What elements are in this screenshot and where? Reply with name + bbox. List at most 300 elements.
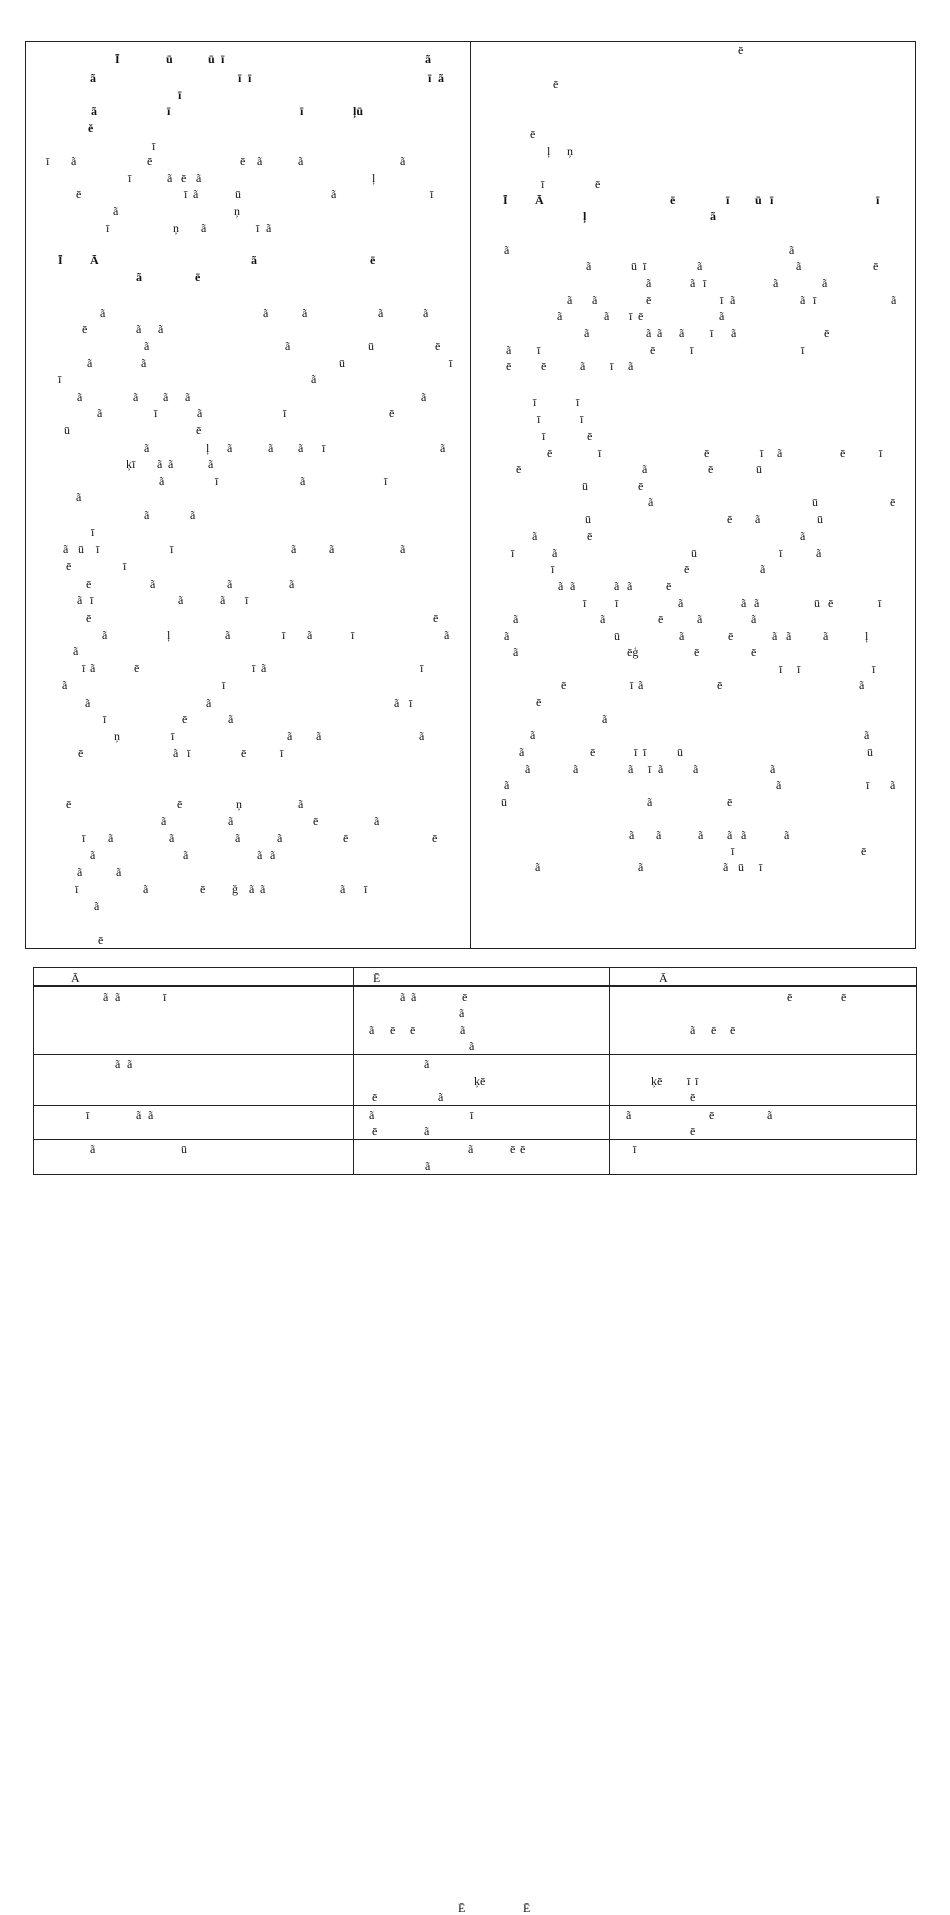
text-glyph: ã [77,865,83,879]
text-glyph: ã [71,154,77,168]
text-glyph: ã [592,293,598,307]
text-glyph: ī [178,88,182,102]
text-glyph: ã [776,778,782,792]
text-glyph: ã [298,441,304,455]
table-column-divider [353,967,354,1175]
text-glyph: ã [277,831,283,845]
text-glyph: ã [400,154,406,168]
text-glyph: ū [78,542,84,556]
text-glyph: ņ [236,797,242,811]
text-glyph: ã [772,629,778,643]
text-glyph: ū [817,512,823,526]
text-glyph: ī [690,343,694,357]
text-glyph: ē [595,177,601,191]
text-glyph: ã [723,860,729,874]
text-glyph: ã [167,171,173,185]
text-glyph: ã [693,762,699,776]
text-glyph: ē [389,406,395,420]
text-glyph: ã [777,446,783,460]
text-glyph: ū [339,356,345,370]
text-glyph: ã [185,390,191,404]
table-cell-glyph: ã [136,1108,142,1122]
text-glyph: ã [285,339,291,353]
text-glyph: ū [738,860,744,874]
text-glyph: ē [828,596,834,610]
table-cell-glyph: ã [400,990,406,1004]
caption-glyph: Ē [458,1901,466,1915]
text-glyph: ē [134,661,140,675]
text-glyph: ã [444,628,450,642]
text-glyph: ã [169,831,175,845]
text-glyph: ã [193,187,199,201]
text-glyph: ã [94,899,100,913]
table-cell-glyph: ã [127,1057,133,1071]
text-glyph: ã [741,596,747,610]
text-glyph: ã [800,529,806,543]
text-glyph: ē [200,882,206,896]
text-glyph: ļ [372,171,376,185]
text-glyph: ã [298,154,304,168]
text-glyph: ē [587,429,593,443]
text-glyph: ī [245,593,249,607]
text-glyph: ã [331,187,337,201]
text-glyph: Ī [503,193,508,207]
text-glyph: ē [536,695,542,709]
text-glyph: ã [143,882,149,896]
text-glyph: ã [77,390,83,404]
text-glyph: ã [646,276,652,290]
text-glyph: ī [813,293,817,307]
text-glyph: ī [248,71,252,85]
text-glyph: ã [302,306,308,320]
text-glyph: ã [558,579,564,593]
table-cell-glyph: ã [459,1006,465,1020]
table-cell-glyph: ī [633,1142,637,1156]
text-glyph: ã [77,593,83,607]
text-glyph: ã [698,828,704,842]
table-cell-glyph: ķē [474,1074,486,1088]
text-glyph: ã [144,441,150,455]
text-glyph: ã [228,712,234,726]
text-glyph: ã [800,293,806,307]
text-glyph: ū [677,745,683,759]
text-glyph: ņ [567,144,573,158]
text-glyph: ã [316,729,322,743]
text-glyph: ī [420,661,424,675]
text-glyph: ī [170,542,174,556]
text-glyph: ã [97,406,103,420]
table-cell-glyph: ē [709,1108,715,1122]
text-glyph: ã [506,343,512,357]
text-glyph: ē [670,193,676,207]
text-glyph: ã [87,356,93,370]
text-glyph: ņ [114,729,120,743]
text-glyph: ē [177,797,183,811]
text-glyph: ã [220,593,226,607]
table-cell-glyph: ē [787,990,793,1004]
text-glyph: ã [567,293,573,307]
text-glyph: ã [648,495,654,509]
text-glyph: ě [88,121,94,135]
text-glyph: ī [384,474,388,488]
text-glyph: ã [656,828,662,842]
text-glyph: ē [861,844,867,858]
text-glyph: ī [598,446,602,460]
text-glyph: ã [730,293,736,307]
text-glyph: ã [697,259,703,273]
text-glyph: Ī [58,253,63,267]
text-glyph: ī [152,139,156,153]
text-glyph: ī [720,293,724,307]
text-glyph: ã [90,661,96,675]
text-glyph: ū [585,512,591,526]
text-glyph: ã [425,52,431,66]
text-glyph: ū [235,187,241,201]
text-glyph: ã [90,71,96,85]
text-glyph: ã [150,577,156,591]
text-glyph: ã [754,596,760,610]
text-glyph: ã [697,612,703,626]
table-header-glyph: Ā [71,971,80,985]
text-glyph: ã [519,745,525,759]
text-glyph: ã [227,441,233,455]
text-glyph: ē [516,462,522,476]
text-glyph: ã [136,270,142,284]
text-glyph: ī [583,596,587,610]
table-cell-glyph: ã [767,1108,773,1122]
text-glyph: ã [300,474,306,488]
text-glyph: ã [891,293,897,307]
text-glyph: ã [311,372,317,386]
table-cell-glyph: ī [470,1108,474,1122]
text-glyph: ū [368,339,374,353]
table-header-glyph: Ē [373,971,381,985]
text-glyph: ī [648,762,652,776]
text-glyph: ã [235,831,241,845]
text-glyph: ã [260,882,266,896]
text-glyph: ū [208,52,215,66]
text-glyph: ū [166,52,173,66]
text-glyph: ã [690,276,696,290]
text-glyph: ã [63,542,69,556]
text-glyph: ã [374,814,380,828]
text-glyph: ī [630,678,634,692]
text-glyph: ē [78,746,84,760]
text-glyph: ū [501,795,507,809]
text-glyph: ē [708,462,714,476]
text-glyph: ã [159,474,165,488]
table-cell-glyph: ã [438,1090,444,1104]
text-glyph: ã [157,457,163,471]
text-glyph: ã [270,848,276,862]
text-glyph: ī [872,662,876,676]
text-glyph: ī [300,104,304,118]
text-glyph: ã [532,529,538,543]
text-glyph: ã [719,309,725,323]
text-glyph: ã [298,797,304,811]
text-glyph: ã [183,848,189,862]
text-glyph: ī [215,474,219,488]
text-glyph: ē [694,645,700,659]
text-glyph: ē [86,577,92,591]
text-glyph: ã [552,546,558,560]
text-glyph: ī [760,446,764,460]
table-cell-glyph: ã [460,1023,466,1037]
text-glyph: ē [181,171,187,185]
table-cell-glyph: ē [690,1090,696,1104]
text-glyph: ī [866,778,870,792]
text-glyph: ã [504,243,510,257]
text-glyph: ļ [547,144,551,158]
text-glyph: ã [197,406,203,420]
text-glyph: ã [133,390,139,404]
table-cell-glyph: ã [103,990,109,1004]
table-cell-glyph: ã [115,990,121,1004]
text-glyph: ē [506,359,512,373]
text-glyph: ã [438,71,444,85]
text-glyph: ī [541,177,545,191]
text-glyph: ã [225,628,231,642]
text-glyph: ē [182,712,188,726]
text-glyph: ī [430,187,434,201]
text-glyph: Ā [90,253,99,267]
text-glyph: ã [141,356,147,370]
text-glyph: ī [46,154,50,168]
text-glyph: ī [58,372,62,386]
text-glyph: ē [717,678,723,692]
text-glyph: ļ [167,628,171,642]
text-glyph: ã [158,322,164,336]
text-glyph: ū [814,596,820,610]
text-glyph: ū [755,193,762,207]
text-glyph: ņ [173,221,179,235]
text-glyph: ē [541,359,547,373]
table-cell-glyph: ī [86,1108,90,1122]
text-glyph: ã [638,678,644,692]
text-glyph: ī [770,193,774,207]
text-glyph: ã [196,171,202,185]
table-cell-glyph: ē [690,1124,696,1138]
text-glyph: ē [650,343,656,357]
text-glyph: ã [570,579,576,593]
text-glyph: ã [423,306,429,320]
text-glyph: ē [66,797,72,811]
text-glyph: ã [859,678,865,692]
text-glyph: ī [409,696,413,710]
text-glyph: ã [144,339,150,353]
text-glyph: ē [98,933,104,947]
table-cell-glyph: ã [424,1124,430,1138]
text-glyph: ã [629,828,635,842]
text-glyph: ī [282,628,286,642]
table-cell-glyph: ã [148,1108,154,1122]
text-glyph: ī [615,596,619,610]
text-glyph: ī [280,746,284,760]
text-glyph: ļ [865,629,869,643]
text-glyph: ī [643,745,647,759]
text-glyph: ã [62,678,68,692]
text-glyph: ã [173,746,179,760]
text-glyph: ã [161,814,167,828]
text-glyph: ã [657,326,663,340]
text-glyph: ē [82,322,88,336]
text-glyph: ã [102,628,108,642]
text-glyph: ã [257,848,263,862]
table-cell-glyph: ã [369,1108,375,1122]
text-glyph: ã [600,612,606,626]
text-glyph: ã [144,508,150,522]
caption-glyph: Ē [523,1901,531,1915]
text-glyph: ī [876,193,880,207]
text-glyph: ī [238,71,242,85]
table-cell-glyph: ã [369,1023,375,1037]
text-glyph: ļ [583,209,587,223]
text-glyph: ã [751,612,757,626]
text-glyph: ī [91,525,95,539]
text-glyph: ã [573,762,579,776]
table-cell-glyph: ē [520,1142,526,1156]
table-cell-glyph: ē [730,1023,736,1037]
text-glyph: ē [86,611,92,625]
table-cell-glyph: ã [115,1057,121,1071]
text-glyph: ū [64,423,70,437]
text-glyph: ã [679,629,685,643]
table-cell-glyph: ē [841,990,847,1004]
text-glyph: ļū [353,104,364,118]
table-cell-glyph: ã [626,1108,632,1122]
text-glyph: ã [340,882,346,896]
text-glyph: ī [184,187,188,201]
text-glyph: ã [168,457,174,471]
text-glyph: ī [542,429,546,443]
text-glyph: ī [252,661,256,675]
text-glyph: ã [73,644,79,658]
text-glyph: ã [658,762,664,776]
text-glyph: ã [760,562,766,576]
text-glyph: ī [90,593,94,607]
table-row-divider [33,1105,917,1106]
text-glyph: ã [419,729,425,743]
text-glyph: ī [171,729,175,743]
text-glyph: ū [756,462,762,476]
text-glyph: ņ [234,204,240,218]
text-glyph: ã [76,490,82,504]
text-glyph: ã [755,512,761,526]
text-glyph: ē [66,559,72,573]
text-glyph: ī [283,406,287,420]
text-glyph: ī [82,831,86,845]
text-glyph: ū [867,745,873,759]
text-glyph: ī [187,746,191,760]
text-glyph: ē [147,154,153,168]
text-glyph: ē [738,43,744,57]
text-glyph: ã [266,221,272,235]
text-glyph: ī [222,678,226,692]
text-glyph: ī [878,596,882,610]
text-glyph: ã [580,359,586,373]
text-glyph: ē [590,745,596,759]
text-glyph: ī [364,882,368,896]
text-glyph: ē [638,309,644,323]
text-glyph: ī [106,221,110,235]
text-glyph: ī [801,343,805,357]
table-cell-glyph: ē [462,990,468,1004]
text-glyph: Ā [535,193,544,207]
text-glyph: ē [76,187,82,201]
text-glyph: ã [85,696,91,710]
text-glyph: ã [329,542,335,556]
text-glyph: ã [227,577,233,591]
text-glyph: ē [658,612,664,626]
text-glyph: ã [100,306,106,320]
text-glyph: ã [263,306,269,320]
text-glyph: ã [535,860,541,874]
text-glyph: ã [90,848,96,862]
text-glyph: ã [822,276,828,290]
text-glyph: ē [727,795,733,809]
text-glyph: ã [627,579,633,593]
text-glyph: ã [638,860,644,874]
text-glyph: ī [167,104,171,118]
text-glyph: ķī [126,457,136,471]
text-glyph: ã [257,154,263,168]
text-glyph: ē [840,446,846,460]
text-glyph: ē [751,645,757,659]
text-glyph: ã [530,728,536,742]
text-glyph: ã [136,322,142,336]
text-glyph: ē [240,154,246,168]
table-cell-glyph: ē [372,1090,378,1104]
text-glyph: ã [770,762,776,776]
text-glyph: ã [823,629,829,643]
table-cell-glyph: ī [695,1074,699,1088]
text-glyph: ī [128,171,132,185]
table-cell-glyph: ī [163,990,167,1004]
text-glyph: ī [351,628,355,642]
text-glyph: ē [435,339,441,353]
table-cell-glyph: ī [687,1074,691,1088]
text-glyph: ļ [206,441,210,455]
text-glyph: ã [116,865,122,879]
text-glyph: ã [261,661,267,675]
text-glyph: ã [208,457,214,471]
text-glyph: ē [553,77,559,91]
text-glyph: ē [890,495,896,509]
text-glyph: ã [614,579,620,593]
text-glyph: ī [643,259,647,273]
text-glyph: ē [638,479,644,493]
text-glyph: ū [812,495,818,509]
text-glyph: Ī [115,52,120,66]
text-glyph: ē [704,446,710,460]
text-glyph: ī [779,546,783,560]
text-glyph: ī [779,662,783,676]
text-glyph: ã [249,882,255,896]
text-glyph: ī [533,395,537,409]
text-glyph: ē [370,253,376,267]
text-glyph: ã [201,221,207,235]
text-glyph: ã [796,259,802,273]
text-glyph: ã [178,593,184,607]
text-glyph: ī [537,343,541,357]
text-glyph: ã [646,326,652,340]
text-glyph: ã [91,104,97,118]
column-divider [470,41,471,949]
text-glyph: ã [604,309,610,323]
text-glyph: ã [504,778,510,792]
text-glyph: ī [256,221,260,235]
text-glyph: ī [96,542,100,556]
